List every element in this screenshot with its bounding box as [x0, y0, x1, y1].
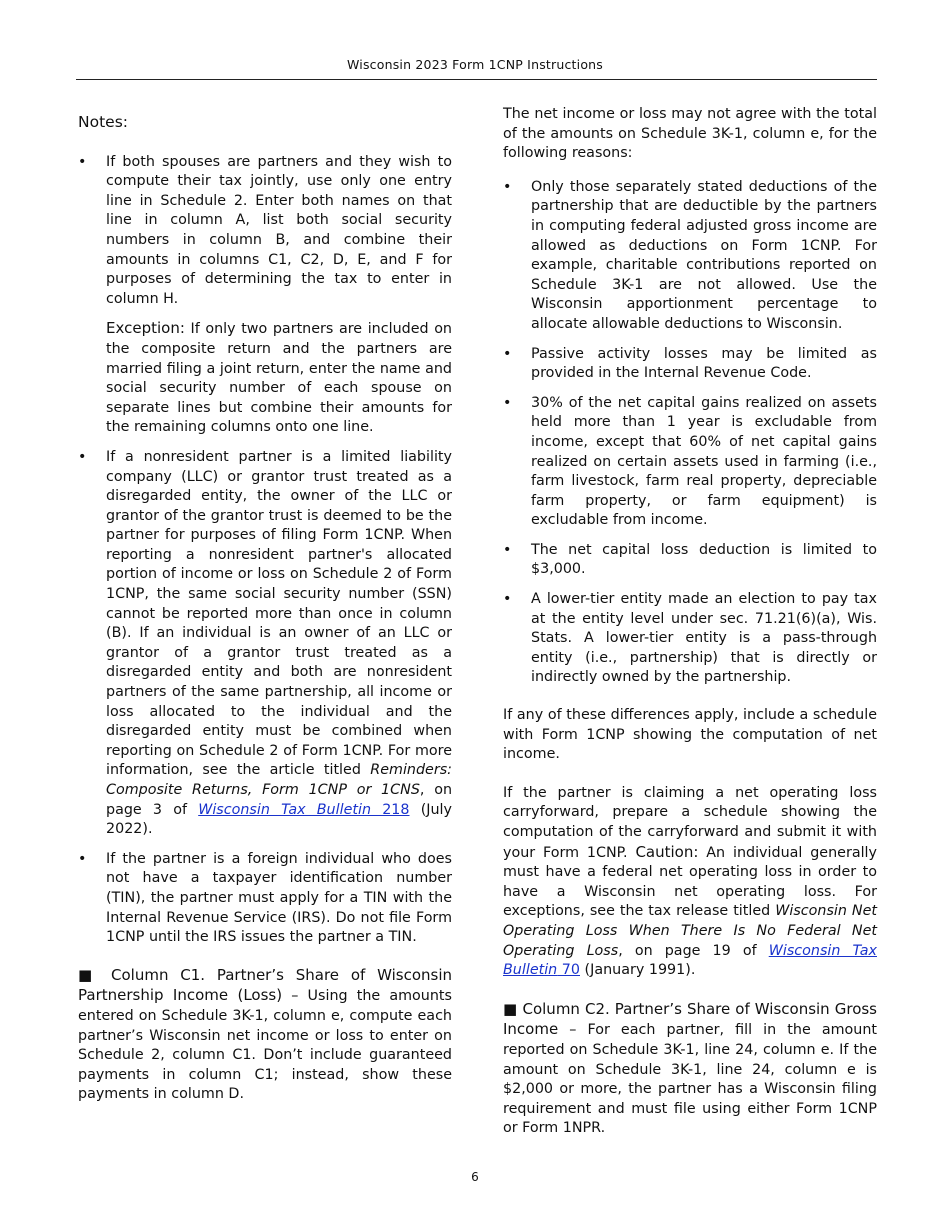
column-c1-text: – Using the amounts entered on Schedule 3K-1, column e, compute each partner’s Wisconsin net income or loss to enter on Schedule 2, column C1. Don’t include guaranteed payments in column C1; instead, show these payments in column D.: [78, 988, 452, 1103]
list-item: • A lower-tier entity made an election to pay tax at the entity level under sec. 71.21(6)(a), Wis. Stats. A lower-tier entity is a pass-through entity (i.e., partnership) that is directly or indirectly owned by the partnership.: [503, 591, 877, 686]
exception-label: Exception:: [106, 319, 185, 338]
column-c1-section: [78, 966, 452, 1105]
column-c2-text: – For each partner, fill in the amount reported on Schedule 3K-1, line 24, column e. If the amount on Schedule 3K-1, line 24, column e is $2,000 or more, the partner has a Wisconsin filing requirement and must file using either Form 1CNP or Form 1NPR.: [503, 1022, 877, 1137]
differences-intro: The net income or loss may not agree with the total of the amounts on Schedule 3K-1, column e, for the following reasons:: [503, 106, 877, 162]
header-rule: [76, 79, 877, 80]
page-header: Wisconsin 2023 Form 1CNP Instructions: [347, 57, 603, 72]
list-item: [78, 448, 452, 840]
bullet-icon: •: [503, 178, 512, 195]
nol-paragraph: If the partner is claiming a net operating loss carryforward, prepare a schedule showing the computation of the carryforward and submit it with your Form 1CNP. Caution: An individual generally must have a federal net operating loss in order to have a Wisconsin net operating loss. For exceptions, see the tax release titled Wisconsin Net Operating Loss When There Is No Federal Net Operating Loss, on page 19 of Wisconsin Tax Bulletin 70 (January 1991).: [503, 784, 877, 979]
list-item: • 30% of the net capital gains realized on assets held more than 1 year is excludable from income, except that 60% of net capital gains realized on certain assets used in farming (i.e., farm livestock, farm real property, depreciable farm property, or farm equipment) is excludable from income.: [503, 394, 877, 529]
bullet-icon: •: [503, 345, 512, 362]
caution-label: Caution:: [635, 842, 699, 861]
list-item: [78, 153, 452, 438]
list-item: [78, 850, 452, 948]
bullet-icon: •: [78, 448, 87, 465]
list-item: • Only those separately stated deductions of the partnership that are deductible by the partners in computing federal adjusted gross income are allowed as deductions on Form 1CNP. For example, charitable contributions reported on Schedule 3K-1 are not allowed. Use the Wisconsin apportionment percentage to allocate allowable deductions to Wisconsin.: [503, 178, 877, 332]
bullet-icon: •: [78, 850, 87, 867]
differences-paragraph: If any of these differences apply, include a schedule with Form 1CNP showing the computation of net income.: [503, 707, 877, 763]
bullet-icon: •: [503, 394, 512, 411]
exception-paragraph: [106, 319, 452, 438]
column-c2-heading: ■ Column C2. Partner’s Share of Wisconsin Gross Income: [503, 999, 877, 1039]
note-llc-end: (July 2022).: [106, 801, 452, 838]
list-item: • The net capital loss deduction is limited to $3,000.: [503, 541, 877, 578]
note-foreign-text: If the partner is a foreign individual who does not have a taxpayer identification number (TIN), the partner must apply for a TIN with the Internal Revenue Service (IRS). Do not file Form 1CNP until the IRS issues the partner a TIN.: [106, 850, 452, 946]
right-column: [503, 105, 877, 1139]
article-title: Reminders: Composite Returns, Form 1CNP or 1CNS: [106, 762, 452, 798]
differences-list: [503, 178, 877, 688]
note-spouses-text: If both spouses are partners and they wish to compute their tax jointly, use only one entry line in Schedule 2. Enter both names on that line in column A, list both social security numbers in column B, and combine their amounts in columns C1, C2, D, E, and F for purposes of determining the tax to enter in column H.: [106, 153, 452, 307]
tax-bulletin-218-link[interactable]: Wisconsin Tax Bulletin 218: [198, 801, 410, 818]
list-item: • Passive activity losses may be limited as provided in the Internal Revenue Code.: [503, 345, 877, 382]
column-c1-heading: ■ Column C1. Partner’s Share of Wisconsin Partnership Income (Loss): [78, 965, 452, 1005]
column-c2-section: [503, 1000, 877, 1139]
exception-text: If only two partners are included on the composite return and the partners are married filing a joint return, enter the name and social security number of each spouse on separate lines but combine their amounts for the remaining columns onto one line.: [106, 321, 452, 436]
note-llc-text: If a nonresident partner is a limited liability company (LLC) or grantor trust treated as a disregarded entity, the owner of the LLC or grantor of the grantor trust is deemed to be the partner for purposes of filing Form 1CNP. When reporting a nonresident partner's allocated portion of income or loss on Schedule 2 of Form 1CNP, the same social security number (SSN) cannot be reported more than once in column (B). If an individual is an owner of an LLC or grantor of a grantor trust treated as a disregarded entity and both are nonresident partners of the same partnership, all income or loss allocated to the individual and the disregarded entity must be combined when reporting on Schedule 2 of Form 1CNP. For more information, see the article titled: [106, 448, 452, 779]
page-number: 6: [471, 1170, 479, 1184]
tax-bulletin-70-link[interactable]: Wisconsin Tax Bulletin 70: [503, 942, 877, 979]
left-column: [78, 105, 452, 1105]
bullet-icon: •: [78, 153, 87, 170]
notes-heading: Notes:: [78, 113, 128, 131]
bullet-icon: •: [503, 591, 512, 608]
notes-list: [78, 153, 452, 948]
note-llc-after: , on page 3 of: [106, 782, 453, 818]
nol-release-title: Wisconsin Net Operating Loss When There Is No Federal Net Operating Loss: [503, 903, 877, 959]
bullet-icon: •: [503, 541, 512, 558]
